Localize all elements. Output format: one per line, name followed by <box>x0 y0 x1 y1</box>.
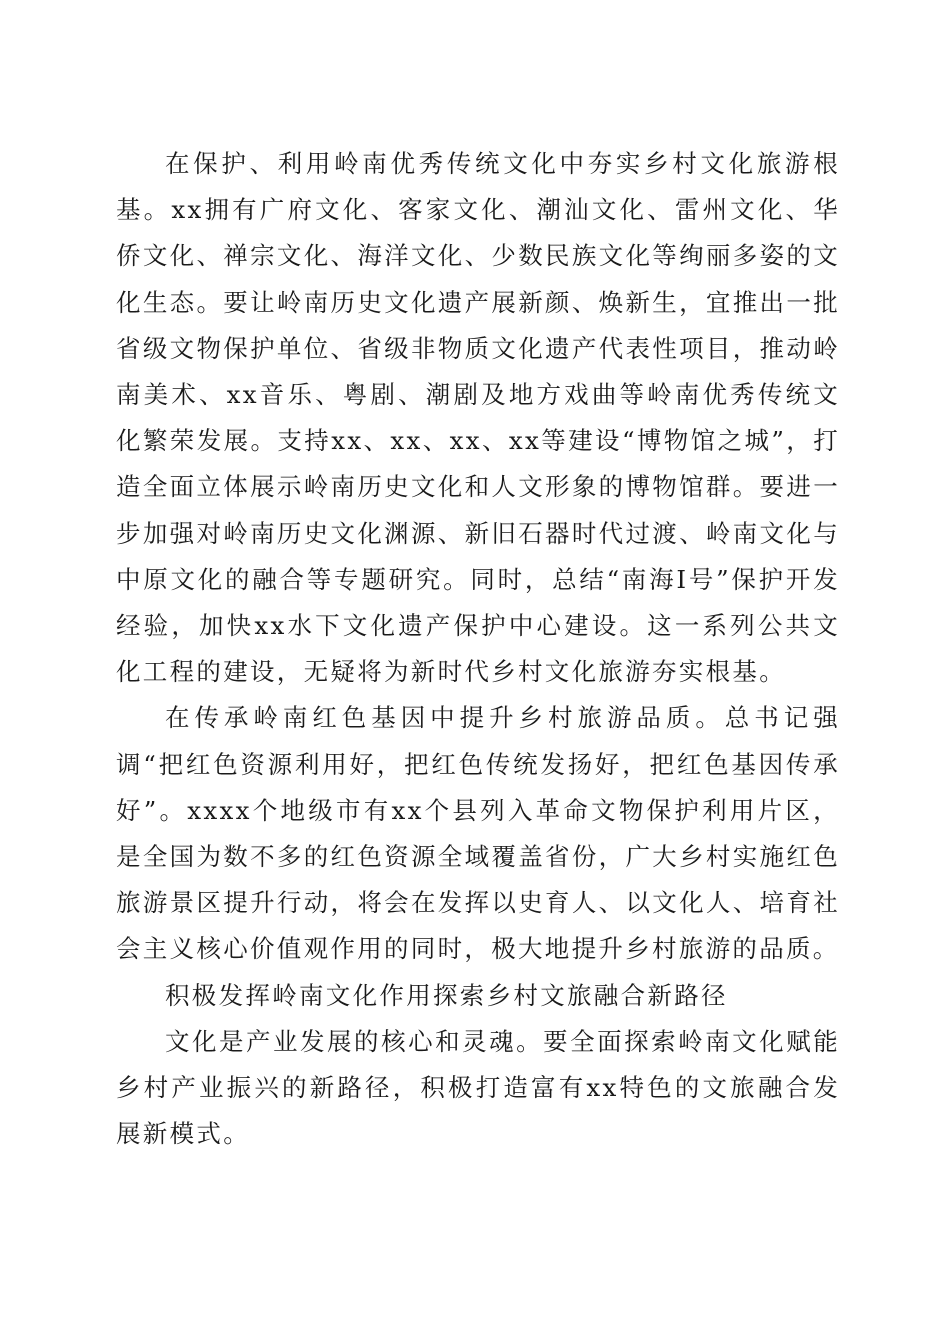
document-body <box>116 141 840 1157</box>
paragraph-red-gene-tourism-quality: 在传承岭南红色基因中提升乡村旅游品质。总书记强调“把红色资源利用好，把红色传统发扬好，把红色基因传承好”。xxxx个地级市有xx个县列入革命文物保护利用片区，是全国为数不多的红色资源全域覆盖省份，广大乡村实施红色旅游景区提升行动，将会在发挥以史育人、以文化人、培育社会主义核心价值观作用的同时，极大地提升乡村旅游的品质。 <box>116 703 840 964</box>
paragraph-rural-tourism-foundation: 在保护、利用岭南优秀传统文化中夯实乡村文化旅游根基。xx拥有广府文化、客家文化、潮汕文化、雷州文化、华侨文化、禅宗文化、海洋文化、少数民族文化等绚丽多姿的文化生态。要让岭南历史文化遗产展新颜、焕新生，宜推出一批省级文物保护单位、省级非物质文化遗产代表性项目，推动岭南美术、xx音乐、粤剧、潮剧及地方戏曲等岭南优秀传统文化繁荣发展。支持xx、xx、xx、xx等建设“博物馆之城”，打造全面立体展示岭南历史文化和人文形象的博物馆群。要进一步加强对岭南历史文化渊源、新旧石器时代过渡、岭南文化与中原文化的融合等专题研究。同时，总结“南海Ⅰ号”保护开发经验，加快xx水下文化遗产保护中心建设。这一系列公共文化工程的建设，无疑将为新时代乡村文化旅游夯实根基。 <box>116 149 840 687</box>
paragraph-culture-industry-core: 文化是产业发展的核心和灵魂。要全面探索岭南文化赋能乡村产业振兴的新路径，积极打造富有xx特色的文旅融合发展新模式。 <box>116 1026 840 1149</box>
section-heading-new-path: 积极发挥岭南文化作用探索乡村文旅融合新路径 <box>165 980 728 1010</box>
